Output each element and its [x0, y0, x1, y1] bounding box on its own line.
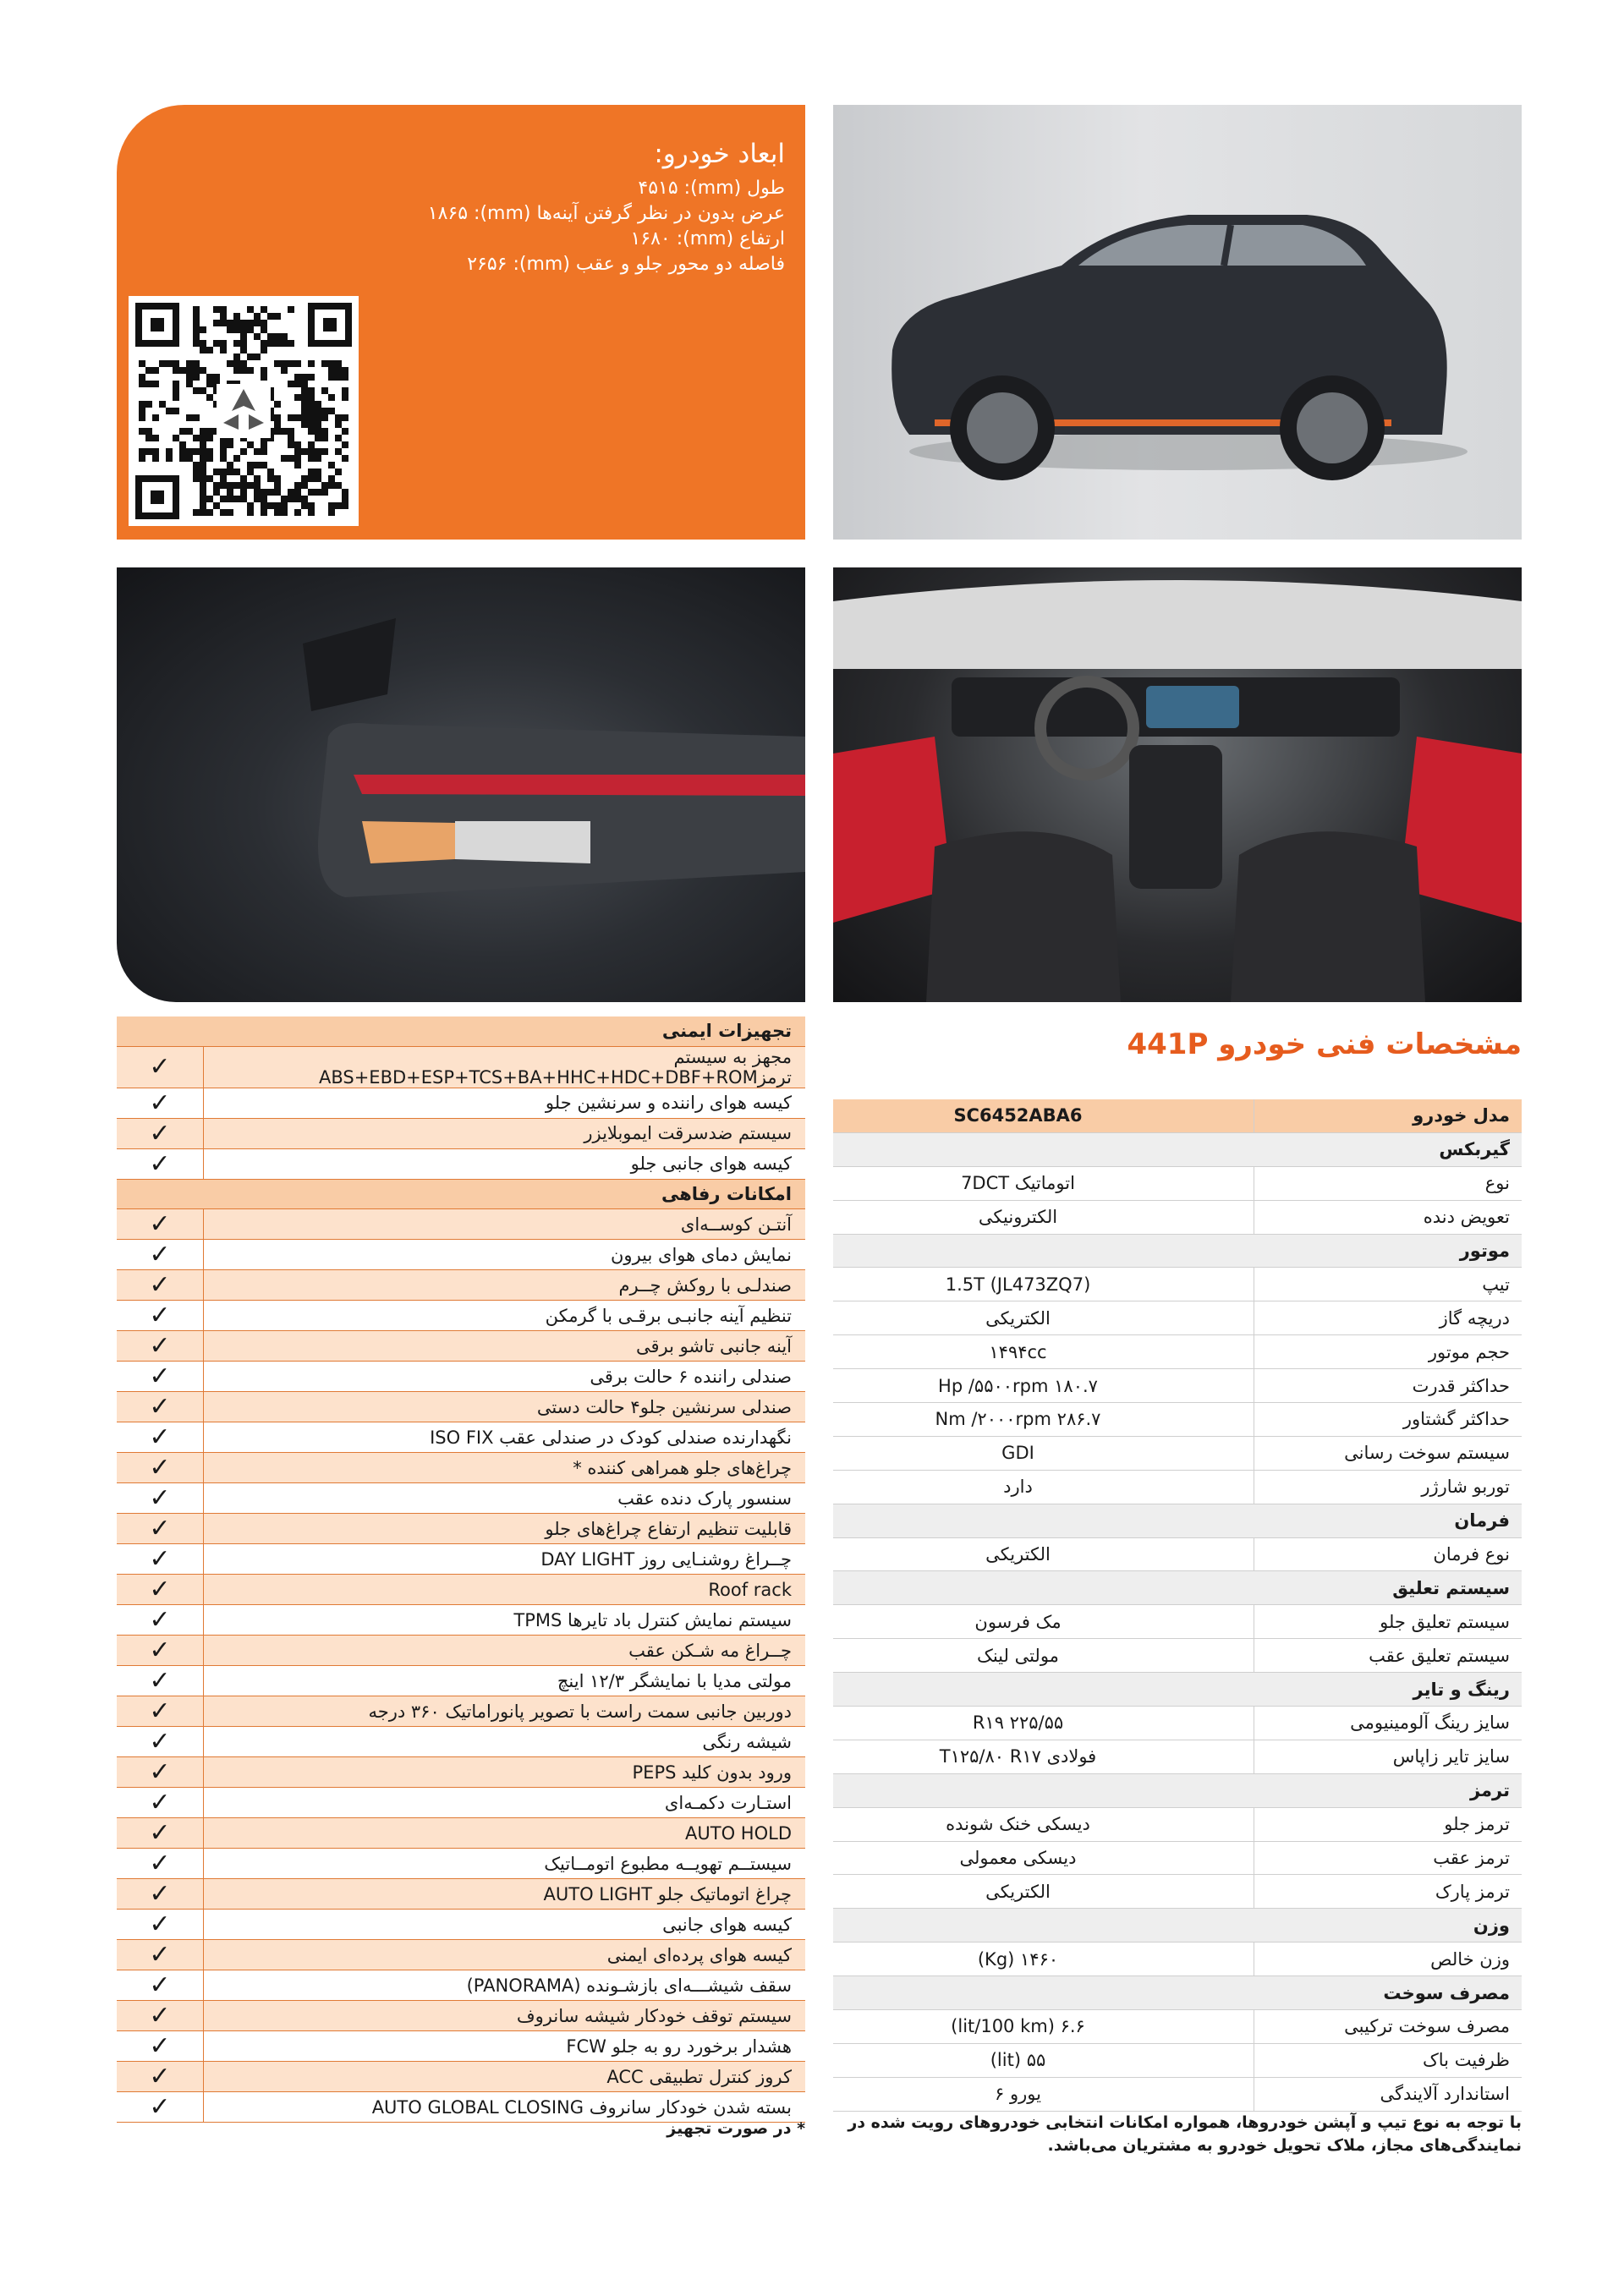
check-icon: ✓: [117, 1392, 204, 1422]
spec-value: SC6452ABA6: [833, 1099, 1254, 1132]
spec-value: الکتریکی: [833, 1301, 1254, 1335]
spec-row: [833, 2043, 1522, 2077]
equipment-row: [117, 2062, 805, 2092]
spec-section-row: [833, 1234, 1522, 1268]
spec-section-label: وزن: [833, 1909, 1522, 1943]
spec-row: [833, 1740, 1522, 1773]
equipment-label: تنظیم آینه جانبـی برقـی با گرمکن: [204, 1301, 806, 1331]
spec-label: مدل خودرو: [1254, 1099, 1522, 1132]
equipment-label: سیستم توقف خودکار شیشه سانروف: [204, 2001, 806, 2031]
equipment-label: چــراغ روشنـایی روز DAY LIGHT: [204, 1544, 806, 1575]
dimension-height: ارتفاع (mm): ۱۶۸۰: [630, 228, 785, 249]
equipment-label: سیستم ضدسرقت ایموبلایزر: [204, 1118, 806, 1148]
equipment-section-label: تجهیزات ایمنی: [117, 1016, 805, 1046]
check-icon: ✓: [117, 1118, 204, 1148]
spec-label: وزن خالص: [1254, 1943, 1522, 1976]
spec-section-label: موتور: [833, 1234, 1522, 1268]
equipment-section-label: امکانات رفاهی: [117, 1179, 805, 1209]
qr-code-graphic: [129, 296, 359, 526]
dimensions-text: [428, 139, 785, 277]
spec-row: [833, 1875, 1522, 1909]
equipment-row: [117, 2031, 805, 2062]
check-icon: ✓: [117, 1046, 204, 1088]
spec-section-label: سیستم تعلیق: [833, 1571, 1522, 1605]
equipment-row: [117, 1331, 805, 1362]
spec-label: ترمز جلو: [1254, 1807, 1522, 1841]
equipment-row: [117, 1392, 805, 1422]
spec-section-label: رینگ و تایر: [833, 1673, 1522, 1707]
equipment-label: نمایش دمای هوای بیرون: [204, 1240, 806, 1270]
spec-row: [833, 1268, 1522, 1301]
equipment-label: آینه جانبی تاشو برقی: [204, 1331, 806, 1362]
spec-value: ۱۸۰.۷ Hp /۵۵۰۰rpm: [833, 1369, 1254, 1403]
spec-label: توربو شارژر: [1254, 1470, 1522, 1504]
check-icon: ✓: [117, 1757, 204, 1788]
dimension-wheelbase: فاصله دو محور جلو و عقب (mm): ۲۶۵۶: [467, 254, 785, 275]
delivery-note: با توجه به نوع تیپ و آپشن خودروها، همواره امکانات انتخابی خودروهای رویت شده در نمایندگی‌های مجاز، ملاک تحویل خودرو به مشتریان می‌باشد.: [848, 2113, 1522, 2155]
equipment-footnote: * در صورت تجهیز: [667, 2119, 805, 2138]
spec-label: سایز رینگ آلومینیومی: [1254, 1707, 1522, 1740]
spec-value: الکتریکی: [833, 1537, 1254, 1571]
equipment-row: [117, 1849, 805, 1879]
spec-value: ۱۴۹۴cc: [833, 1335, 1254, 1369]
equipment-label: چــراغ مه شـکن عقب: [204, 1636, 806, 1666]
spec-label: ترمز پارک: [1254, 1875, 1522, 1909]
check-icon: ✓: [117, 1514, 204, 1544]
equipment-row: [117, 1240, 805, 1270]
spec-label: استاندارد آلایندگی: [1254, 2077, 1522, 2111]
qr-code[interactable]: [129, 296, 359, 526]
equipment-label: هشدار برخورد رو به جلو FCW: [204, 2031, 806, 2062]
equipment-row: [117, 1636, 805, 1666]
spec-model-row: [833, 1099, 1522, 1132]
equipment-row: [117, 1514, 805, 1544]
spec-label: ترمز عقب: [1254, 1841, 1522, 1875]
equipment-row: [117, 1453, 805, 1483]
spec-row: [833, 2010, 1522, 2044]
check-icon: ✓: [117, 1544, 204, 1575]
spec-row: [833, 1807, 1522, 1841]
spec-label: سیستم سوخت رسانی: [1254, 1436, 1522, 1470]
spec-section-row: [833, 1132, 1522, 1166]
check-icon: ✓: [117, 1331, 204, 1362]
equipment-label: سیستــم تهویــه مطبوع اتومــاتیک: [204, 1849, 806, 1879]
check-icon: ✓: [117, 1453, 204, 1483]
check-icon: ✓: [117, 1727, 204, 1757]
spec-row: [833, 1369, 1522, 1403]
check-icon: ✓: [117, 1818, 204, 1849]
spec-row: [833, 1436, 1522, 1470]
spec-value: الکتریکی: [833, 1875, 1254, 1909]
equipment-row: [117, 1696, 805, 1727]
spec-value: مک فرسون: [833, 1605, 1254, 1639]
check-icon: ✓: [117, 2031, 204, 2062]
check-icon: ✓: [117, 1270, 204, 1301]
equipment-label: سیستم نمایش کنترل باد تایرها TPMS: [204, 1605, 806, 1636]
spec-row: [833, 1403, 1522, 1437]
equipment-row: [117, 1544, 805, 1575]
check-icon: ✓: [117, 1422, 204, 1453]
spec-label: ظرفیت باک: [1254, 2043, 1522, 2077]
spec-row: [833, 1301, 1522, 1335]
spec-value: ۲۲۵/۵۵ R۱۹: [833, 1707, 1254, 1740]
equipment-label: سنسور پارک دنده عقب: [204, 1483, 806, 1514]
spec-value: دیسکی معمولی: [833, 1841, 1254, 1875]
spec-value: الکترونیکی: [833, 1200, 1254, 1234]
spec-value: ۵۵ (lit): [833, 2043, 1254, 2077]
spec-value: دیسکی خنک شونده: [833, 1807, 1254, 1841]
equipment-row: [117, 1666, 805, 1696]
dimensions-title: ابعاد خودرو:: [654, 139, 785, 169]
check-icon: ✓: [117, 1483, 204, 1514]
specs-title: مشخصات فنی خودرو 441P: [1127, 1027, 1522, 1061]
equipment-row: [117, 1605, 805, 1636]
dimension-length: طول (mm): ۴۵۱۵: [638, 178, 785, 199]
spec-value: ۲۸۶.۷ Nm /۲۰۰۰rpm: [833, 1403, 1254, 1437]
spec-row: [833, 1707, 1522, 1740]
check-icon: ✓: [117, 1788, 204, 1818]
equipment-label: مجهز به سیستم ترمزABS+EBD+ESP+TCS+BA+HHC+HDC+DBF+ROM: [204, 1046, 806, 1088]
equipment-label: Roof rack: [204, 1575, 806, 1605]
spec-row: [833, 1639, 1522, 1673]
spec-value: دارد: [833, 1470, 1254, 1504]
equipment-row: [117, 1818, 805, 1849]
equipment-row: [117, 1209, 805, 1240]
equipment-table: [117, 1016, 805, 2123]
equipment-row: [117, 1118, 805, 1148]
tail-light-photo: [117, 567, 805, 1002]
spec-section-label: فرمان: [833, 1504, 1522, 1537]
equipment-row: [117, 1879, 805, 1910]
spec-value: 1.5T (JL473ZQ7): [833, 1268, 1254, 1301]
equipment-label: چراغ‌های جلو همراهی کننده *: [204, 1453, 806, 1483]
spec-value: فولادی T۱۲۵/۸۰ R۱۷: [833, 1740, 1254, 1773]
spec-label: سایز تایر زاپاس: [1254, 1740, 1522, 1773]
cabin-interior-photo: [833, 567, 1522, 1002]
check-icon: ✓: [117, 1088, 204, 1118]
equipment-section-row: [117, 1179, 805, 1209]
check-icon: ✓: [117, 2092, 204, 2123]
equipment-label: کیسه هوای جانبی: [204, 1910, 806, 1940]
spec-section-row: [833, 1909, 1522, 1943]
check-icon: ✓: [117, 1879, 204, 1910]
spec-section-label: گیربکس: [833, 1132, 1522, 1166]
equipment-row: [117, 2092, 805, 2123]
equipment-row: [117, 1046, 805, 1088]
equipment-label: کروز کنترل تطبیقی ACC: [204, 2062, 806, 2092]
equipment-row: [117, 1088, 805, 1118]
check-icon: ✓: [117, 1970, 204, 2001]
equipment-label: قابلیت تنظیم ارتفاع چراغ‌های جلو: [204, 1514, 806, 1544]
equipment-row: [117, 1483, 805, 1514]
check-icon: ✓: [117, 1666, 204, 1696]
check-icon: ✓: [117, 1696, 204, 1727]
equipment-row: [117, 1727, 805, 1757]
spec-value: ۱۴۶۰ (Kg): [833, 1943, 1254, 1976]
check-icon: ✓: [117, 2001, 204, 2031]
spec-section-row: [833, 1673, 1522, 1707]
equipment-label: بسته شدن خودکار سانروف AUTO GLOBAL CLOSING: [204, 2092, 806, 2123]
equipment-row: [117, 1910, 805, 1940]
spec-row: [833, 1943, 1522, 1976]
spec-label: حداکثر قدرت: [1254, 1369, 1522, 1403]
dimensions-panel: [117, 105, 805, 540]
check-icon: ✓: [117, 1940, 204, 1970]
dimension-width: عرض بدون در نظر گرفتن آینه‌ها (mm): ۱۸۶۵: [427, 203, 785, 224]
equipment-row: [117, 1270, 805, 1301]
check-icon: ✓: [117, 1849, 204, 1879]
spec-label: سیستم تعلیق جلو: [1254, 1605, 1522, 1639]
equipment-row: [117, 1575, 805, 1605]
spec-section-row: [833, 1571, 1522, 1605]
equipment-row: [117, 1148, 805, 1179]
equipment-section-row: [117, 1016, 805, 1046]
check-icon: ✓: [117, 1209, 204, 1240]
equipment-label: صندلی سرنشین جلو۴ حالت دستی: [204, 1392, 806, 1422]
spec-section-label: ترمز: [833, 1773, 1522, 1807]
equipment-label: دوربین جانبی سمت راست با تصویر پانوراماتیک ۳۶۰ درجه: [204, 1696, 806, 1727]
spec-row: [833, 2077, 1522, 2111]
spec-label: نوع: [1254, 1166, 1522, 1200]
equipment-label: شیشه رنگی: [204, 1727, 806, 1757]
spec-value: ۶.۶ (lit/100 km): [833, 2010, 1254, 2044]
spec-label: حداکثر گشتاور: [1254, 1403, 1522, 1437]
spec-label: تعویض دنده: [1254, 1200, 1522, 1234]
equipment-label: کیسه هوای جانبی جلو: [204, 1148, 806, 1179]
spec-value: GDI: [833, 1436, 1254, 1470]
check-icon: ✓: [117, 1148, 204, 1179]
spec-row: [833, 1166, 1522, 1200]
equipment-label: چراغ اتوماتیک جلو AUTO LIGHT: [204, 1879, 806, 1910]
equipment-row: [117, 1940, 805, 1970]
equipment-label: مولتی مدیا با نمایشگر ۱۲/۳ اینچ: [204, 1666, 806, 1696]
spec-section-label: مصرف سوخت: [833, 1976, 1522, 2010]
check-icon: ✓: [117, 1575, 204, 1605]
equipment-label: ورود بدون کلید PEPS: [204, 1757, 806, 1788]
spec-row: [833, 1335, 1522, 1369]
check-icon: ✓: [117, 1636, 204, 1666]
spec-row: [833, 1841, 1522, 1875]
spec-label: حجم موتور: [1254, 1335, 1522, 1369]
check-icon: ✓: [117, 1605, 204, 1636]
spec-value: یورو ۶: [833, 2077, 1254, 2111]
spec-label: دریچه گاز: [1254, 1301, 1522, 1335]
spec-label: مصرف سوخت ترکیبی: [1254, 2010, 1522, 2044]
specs-table: [833, 1099, 1522, 2112]
check-icon: ✓: [117, 1910, 204, 1940]
equipment-label: آنتـن کوســه‌ای: [204, 1209, 806, 1240]
spec-row: [833, 1200, 1522, 1234]
equipment-label: نگهدارنده صندلی کودک در صندلی عقب ISO FIX: [204, 1422, 806, 1453]
spec-label: تیپ: [1254, 1268, 1522, 1301]
spec-row: [833, 1605, 1522, 1639]
equipment-label: کیسه هوای راننده و سرنشین جلو: [204, 1088, 806, 1118]
check-icon: ✓: [117, 1240, 204, 1270]
car-side-photo: [833, 105, 1522, 540]
spec-label: سیستم تعلیق عقب: [1254, 1639, 1522, 1673]
equipment-row: [117, 1970, 805, 2001]
spec-label: نوع فرمان: [1254, 1537, 1522, 1571]
equipment-row: [117, 1788, 805, 1818]
equipment-label: سقف شیشـــه‌ای بازشـونده (PANORAMA): [204, 1970, 806, 2001]
equipment-label: استـارت دکمـه‌ای: [204, 1788, 806, 1818]
equipment-row: [117, 1757, 805, 1788]
spec-value: اتوماتیک 7DCT: [833, 1166, 1254, 1200]
spec-section-row: [833, 1773, 1522, 1807]
check-icon: ✓: [117, 1362, 204, 1392]
equipment-label: صندلـی با روکش چــرم: [204, 1270, 806, 1301]
spec-row: [833, 1470, 1522, 1504]
equipment-row: [117, 1422, 805, 1453]
equipment-label: AUTO HOLD: [204, 1818, 806, 1849]
equipment-label: کیسه هوای پرده‌ای ایمنی: [204, 1940, 806, 1970]
equipment-row: [117, 2001, 805, 2031]
check-icon: ✓: [117, 2062, 204, 2092]
spec-row: [833, 1537, 1522, 1571]
spec-section-row: [833, 1976, 1522, 2010]
check-icon: ✓: [117, 1301, 204, 1331]
spec-section-row: [833, 1504, 1522, 1537]
equipment-label: صندلی راننده ۶ حالت برقی: [204, 1362, 806, 1392]
spec-value: مولتی لینک: [833, 1639, 1254, 1673]
equipment-row: [117, 1362, 805, 1392]
equipment-row: [117, 1301, 805, 1331]
